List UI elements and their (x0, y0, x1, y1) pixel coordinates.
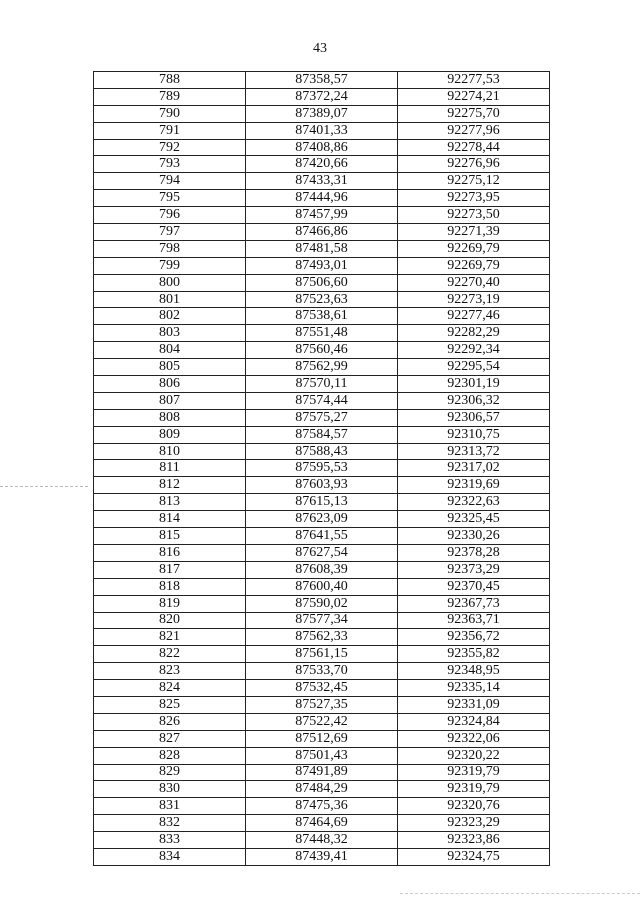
x-coordinate-cell: 87501,43 (246, 747, 398, 764)
scan-artifact-line-bottom (400, 893, 640, 894)
table-row (94, 798, 550, 815)
x-coordinate-cell: 87401,33 (246, 122, 398, 139)
table-row (94, 848, 550, 865)
x-coordinate-cell: 87464,69 (246, 815, 398, 832)
x-coordinate-cell: 87608,39 (246, 561, 398, 578)
table-row (94, 815, 550, 832)
x-coordinate-cell: 87420,66 (246, 156, 398, 173)
table-row (94, 494, 550, 511)
x-coordinate-cell: 87523,63 (246, 291, 398, 308)
y-coordinate-cell: 92355,82 (398, 646, 550, 663)
x-coordinate-cell: 87627,54 (246, 544, 398, 561)
table-row (94, 578, 550, 595)
y-coordinate-cell: 92330,26 (398, 528, 550, 545)
point-number-cell: 801 (94, 291, 246, 308)
y-coordinate-cell: 92331,09 (398, 696, 550, 713)
scan-artifact-line (0, 486, 88, 487)
y-coordinate-cell: 92269,79 (398, 257, 550, 274)
y-coordinate-cell: 92277,46 (398, 308, 550, 325)
point-number-cell: 828 (94, 747, 246, 764)
point-number-cell: 804 (94, 342, 246, 359)
point-number-cell: 830 (94, 781, 246, 798)
point-number-cell: 795 (94, 190, 246, 207)
y-coordinate-cell: 92378,28 (398, 544, 550, 561)
x-coordinate-cell: 87577,34 (246, 612, 398, 629)
point-number-cell: 809 (94, 426, 246, 443)
x-coordinate-cell: 87574,44 (246, 392, 398, 409)
table-row (94, 629, 550, 646)
table-row (94, 156, 550, 173)
table-row (94, 544, 550, 561)
table-row (94, 190, 550, 207)
table-row (94, 680, 550, 697)
point-number-cell: 789 (94, 88, 246, 105)
x-coordinate-cell: 87433,31 (246, 173, 398, 190)
y-coordinate-cell: 92270,40 (398, 274, 550, 291)
point-number-cell: 807 (94, 392, 246, 409)
y-coordinate-cell: 92325,45 (398, 511, 550, 528)
point-number-cell: 798 (94, 240, 246, 257)
point-number-cell: 810 (94, 443, 246, 460)
x-coordinate-cell: 87603,93 (246, 477, 398, 494)
table-row (94, 308, 550, 325)
y-coordinate-cell: 92323,86 (398, 832, 550, 849)
x-coordinate-cell: 87389,07 (246, 105, 398, 122)
point-number-cell: 826 (94, 713, 246, 730)
table-row (94, 105, 550, 122)
table-row (94, 392, 550, 409)
point-number-cell: 803 (94, 325, 246, 342)
point-number-cell: 805 (94, 359, 246, 376)
point-number-cell: 811 (94, 460, 246, 477)
table-row (94, 139, 550, 156)
table-row (94, 224, 550, 241)
y-coordinate-cell: 92335,14 (398, 680, 550, 697)
y-coordinate-cell: 92367,73 (398, 595, 550, 612)
y-coordinate-cell: 92295,54 (398, 359, 550, 376)
point-number-cell: 791 (94, 122, 246, 139)
y-coordinate-cell: 92356,72 (398, 629, 550, 646)
x-coordinate-cell: 87560,46 (246, 342, 398, 359)
table-row (94, 713, 550, 730)
y-coordinate-cell: 92319,69 (398, 477, 550, 494)
x-coordinate-cell: 87623,09 (246, 511, 398, 528)
table-row (94, 764, 550, 781)
point-number-cell: 827 (94, 730, 246, 747)
point-number-cell: 800 (94, 274, 246, 291)
point-number-cell: 824 (94, 680, 246, 697)
point-number-cell: 834 (94, 848, 246, 865)
table-row (94, 240, 550, 257)
point-number-cell: 819 (94, 595, 246, 612)
x-coordinate-cell: 87595,53 (246, 460, 398, 477)
table-row (94, 477, 550, 494)
x-coordinate-cell: 87570,11 (246, 376, 398, 393)
table-row (94, 528, 550, 545)
page-number: 43 (313, 41, 327, 56)
y-coordinate-cell: 92282,29 (398, 325, 550, 342)
y-coordinate-cell: 92273,50 (398, 207, 550, 224)
table-row (94, 325, 550, 342)
table-row (94, 646, 550, 663)
point-number-cell: 813 (94, 494, 246, 511)
y-coordinate-cell: 92373,29 (398, 561, 550, 578)
y-coordinate-cell: 92348,95 (398, 663, 550, 680)
y-coordinate-cell: 92277,96 (398, 122, 550, 139)
x-coordinate-cell: 87512,69 (246, 730, 398, 747)
coordinates-table-body (94, 72, 550, 866)
x-coordinate-cell: 87533,70 (246, 663, 398, 680)
y-coordinate-cell: 92319,79 (398, 781, 550, 798)
y-coordinate-cell: 92274,21 (398, 88, 550, 105)
point-number-cell: 816 (94, 544, 246, 561)
y-coordinate-cell: 92319,79 (398, 764, 550, 781)
y-coordinate-cell: 92277,53 (398, 72, 550, 89)
point-number-cell: 788 (94, 72, 246, 89)
point-number-cell: 822 (94, 646, 246, 663)
x-coordinate-cell: 87641,55 (246, 528, 398, 545)
point-number-cell: 792 (94, 139, 246, 156)
y-coordinate-cell: 92292,34 (398, 342, 550, 359)
x-coordinate-cell: 87491,89 (246, 764, 398, 781)
y-coordinate-cell: 92301,19 (398, 376, 550, 393)
x-coordinate-cell: 87615,13 (246, 494, 398, 511)
table-row (94, 291, 550, 308)
x-coordinate-cell: 87408,86 (246, 139, 398, 156)
point-number-cell: 808 (94, 409, 246, 426)
x-coordinate-cell: 87588,43 (246, 443, 398, 460)
table-row (94, 612, 550, 629)
point-number-cell: 833 (94, 832, 246, 849)
x-coordinate-cell: 87439,41 (246, 848, 398, 865)
y-coordinate-cell: 92269,79 (398, 240, 550, 257)
y-coordinate-cell: 92322,63 (398, 494, 550, 511)
point-number-cell: 802 (94, 308, 246, 325)
x-coordinate-cell: 87506,60 (246, 274, 398, 291)
x-coordinate-cell: 87538,61 (246, 308, 398, 325)
y-coordinate-cell: 92276,96 (398, 156, 550, 173)
y-coordinate-cell: 92306,32 (398, 392, 550, 409)
x-coordinate-cell: 87532,45 (246, 680, 398, 697)
table-row (94, 207, 550, 224)
table-row (94, 122, 550, 139)
x-coordinate-cell: 87562,99 (246, 359, 398, 376)
x-coordinate-cell: 87551,48 (246, 325, 398, 342)
table-row (94, 747, 550, 764)
y-coordinate-cell: 92322,06 (398, 730, 550, 747)
coordinates-table (93, 71, 550, 866)
y-coordinate-cell: 92370,45 (398, 578, 550, 595)
x-coordinate-cell: 87444,96 (246, 190, 398, 207)
point-number-cell: 799 (94, 257, 246, 274)
y-coordinate-cell: 92273,19 (398, 291, 550, 308)
y-coordinate-cell: 92271,39 (398, 224, 550, 241)
x-coordinate-cell: 87466,86 (246, 224, 398, 241)
table-row (94, 88, 550, 105)
table-row (94, 730, 550, 747)
point-number-cell: 806 (94, 376, 246, 393)
y-coordinate-cell: 92320,76 (398, 798, 550, 815)
x-coordinate-cell: 87522,42 (246, 713, 398, 730)
table-row (94, 426, 550, 443)
table-row (94, 460, 550, 477)
point-number-cell: 815 (94, 528, 246, 545)
point-number-cell: 817 (94, 561, 246, 578)
y-coordinate-cell: 92323,29 (398, 815, 550, 832)
point-number-cell: 831 (94, 798, 246, 815)
point-number-cell: 823 (94, 663, 246, 680)
table-row (94, 274, 550, 291)
y-coordinate-cell: 92320,22 (398, 747, 550, 764)
x-coordinate-cell: 87481,58 (246, 240, 398, 257)
table-row (94, 595, 550, 612)
y-coordinate-cell: 92275,12 (398, 173, 550, 190)
point-number-cell: 829 (94, 764, 246, 781)
table-row (94, 342, 550, 359)
table-row (94, 561, 550, 578)
y-coordinate-cell: 92306,57 (398, 409, 550, 426)
x-coordinate-cell: 87493,01 (246, 257, 398, 274)
y-coordinate-cell: 92278,44 (398, 139, 550, 156)
y-coordinate-cell: 92275,70 (398, 105, 550, 122)
point-number-cell: 796 (94, 207, 246, 224)
point-number-cell: 820 (94, 612, 246, 629)
x-coordinate-cell: 87561,15 (246, 646, 398, 663)
table-row (94, 257, 550, 274)
table-row (94, 511, 550, 528)
x-coordinate-cell: 87475,36 (246, 798, 398, 815)
table-row (94, 663, 550, 680)
table-row (94, 376, 550, 393)
table-row (94, 173, 550, 190)
point-number-cell: 794 (94, 173, 246, 190)
x-coordinate-cell: 87457,99 (246, 207, 398, 224)
table-row (94, 832, 550, 849)
y-coordinate-cell: 92324,84 (398, 713, 550, 730)
x-coordinate-cell: 87575,27 (246, 409, 398, 426)
x-coordinate-cell: 87590,02 (246, 595, 398, 612)
y-coordinate-cell: 92313,72 (398, 443, 550, 460)
table-row (94, 72, 550, 89)
x-coordinate-cell: 87372,24 (246, 88, 398, 105)
table-row (94, 443, 550, 460)
y-coordinate-cell: 92363,71 (398, 612, 550, 629)
point-number-cell: 797 (94, 224, 246, 241)
table-row (94, 359, 550, 376)
x-coordinate-cell: 87484,29 (246, 781, 398, 798)
point-number-cell: 825 (94, 696, 246, 713)
y-coordinate-cell: 92273,95 (398, 190, 550, 207)
x-coordinate-cell: 87584,57 (246, 426, 398, 443)
x-coordinate-cell: 87527,35 (246, 696, 398, 713)
y-coordinate-cell: 92324,75 (398, 848, 550, 865)
table-row (94, 781, 550, 798)
point-number-cell: 793 (94, 156, 246, 173)
x-coordinate-cell: 87600,40 (246, 578, 398, 595)
point-number-cell: 790 (94, 105, 246, 122)
point-number-cell: 812 (94, 477, 246, 494)
table-row (94, 409, 550, 426)
point-number-cell: 821 (94, 629, 246, 646)
point-number-cell: 818 (94, 578, 246, 595)
x-coordinate-cell: 87562,33 (246, 629, 398, 646)
y-coordinate-cell: 92317,02 (398, 460, 550, 477)
x-coordinate-cell: 87448,32 (246, 832, 398, 849)
x-coordinate-cell: 87358,57 (246, 72, 398, 89)
table-row (94, 696, 550, 713)
point-number-cell: 832 (94, 815, 246, 832)
point-number-cell: 814 (94, 511, 246, 528)
y-coordinate-cell: 92310,75 (398, 426, 550, 443)
